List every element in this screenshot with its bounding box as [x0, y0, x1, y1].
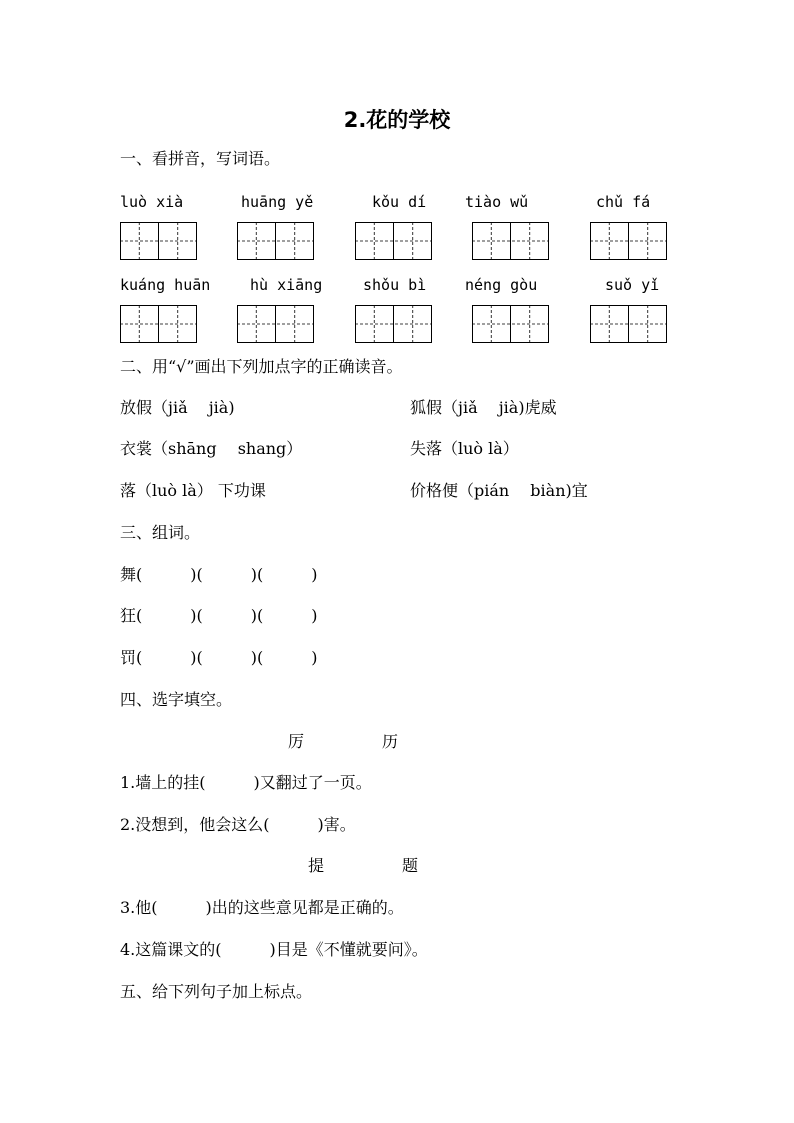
choice-char: 历 — [382, 732, 399, 751]
word-group-item: 狂( )( )( ) — [120, 606, 318, 625]
writing-grid[interactable] — [237, 305, 314, 343]
choice-char: 厉 — [288, 732, 305, 751]
pinyin-label: huāng yě — [241, 193, 314, 211]
page-title: 2.花的学校 — [343, 108, 451, 132]
pinyin-label: suǒ yǐ — [605, 276, 660, 294]
pronunciation-item: 价格便（pián biàn)宜 — [410, 481, 588, 500]
section3-heading: 三、组词。 — [120, 523, 201, 542]
section1-heading: 一、看拼音，写词语。 — [120, 149, 281, 168]
writing-grid[interactable] — [472, 305, 549, 343]
writing-grid[interactable] — [355, 305, 432, 343]
pinyin-label: hù xiāng — [250, 276, 323, 294]
writing-grid[interactable] — [590, 222, 667, 260]
pinyin-label: chǔ fá — [596, 193, 651, 211]
choice-char: 题 — [402, 856, 419, 875]
choice-char: 提 — [308, 856, 325, 875]
writing-grid[interactable] — [120, 222, 197, 260]
writing-grid[interactable] — [472, 222, 549, 260]
word-group-item: 舞( )( )( ) — [120, 565, 318, 584]
fill-blank-question: 4.这篇课文的( )目是《不懂就要问》。 — [120, 940, 428, 959]
section2-heading: 二、用“√”画出下列加点字的正确读音。 — [120, 357, 403, 376]
word-group-item: 罚( )( )( ) — [120, 648, 318, 667]
section5-heading: 五、给下列句子加上标点。 — [120, 982, 313, 1001]
pronunciation-item: 失落（luò là） — [410, 439, 519, 458]
pinyin-label: kǒu dí — [372, 193, 427, 211]
pinyin-label: kuáng huān — [120, 276, 211, 294]
writing-grid[interactable] — [355, 222, 432, 260]
pronunciation-item: 衣裳（shāng shang） — [120, 439, 303, 458]
fill-blank-question: 3.他( )出的这些意见都是正确的。 — [120, 898, 404, 917]
pronunciation-item: 放假（jiǎ jià) — [120, 398, 235, 417]
fill-blank-question: 1.墙上的挂( )又翻过了一页。 — [120, 773, 372, 792]
pronunciation-item: 落（luò là） 下功课 — [120, 481, 266, 500]
pinyin-label: luò xià — [120, 193, 184, 211]
writing-grid[interactable] — [590, 305, 667, 343]
pinyin-label: tiào wǔ — [465, 193, 529, 211]
writing-grid[interactable] — [120, 305, 197, 343]
pronunciation-item: 狐假（jiǎ jià)虎威 — [410, 398, 557, 417]
writing-grid[interactable] — [237, 222, 314, 260]
fill-blank-question: 2.没想到，他会这么( )害。 — [120, 815, 356, 834]
pinyin-label: shǒu bì — [363, 276, 427, 294]
pinyin-label: néng gòu — [465, 276, 538, 294]
section4-heading: 四、选字填空。 — [120, 690, 233, 709]
